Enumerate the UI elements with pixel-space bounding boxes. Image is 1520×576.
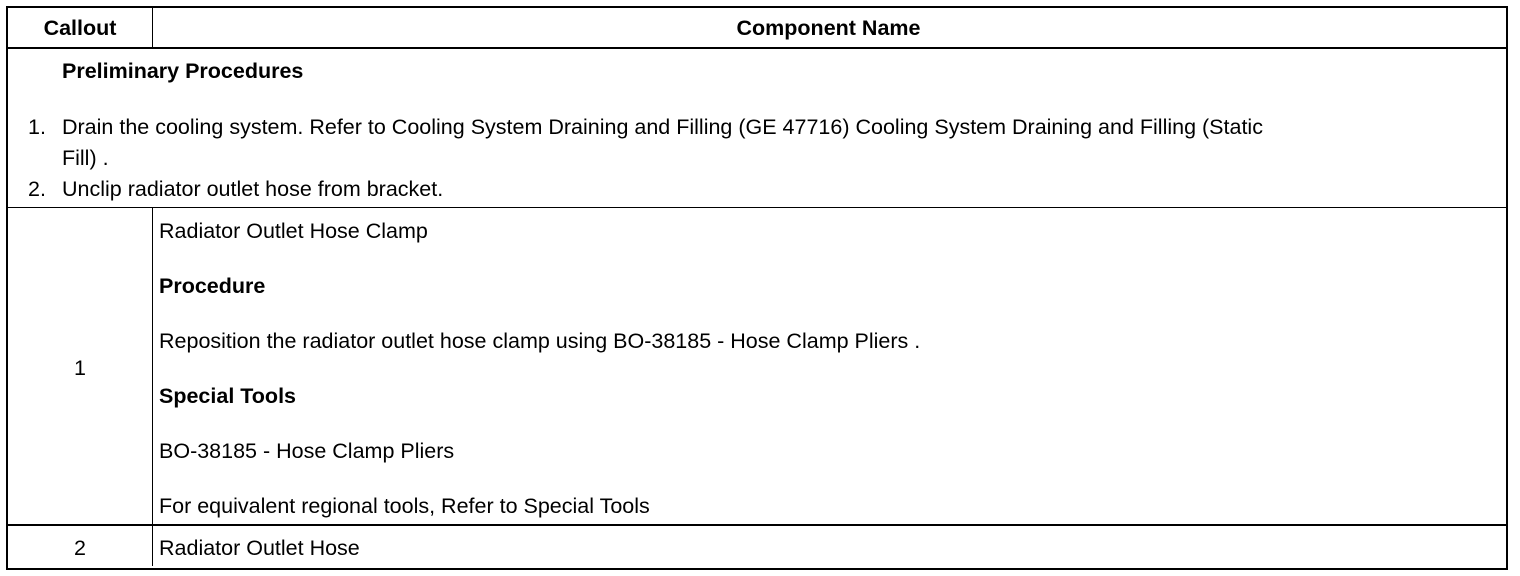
header-component-name: Component Name: [736, 16, 921, 40]
special-tools-heading: Special Tools: [159, 384, 296, 408]
component-name: Radiator Outlet Hose: [159, 536, 360, 560]
step-text-continuation: Fill) .: [62, 146, 109, 170]
row-1-divider: [6, 524, 1508, 526]
procedure-heading: Procedure: [159, 274, 266, 298]
step-number: 2.: [28, 177, 46, 201]
preliminary-heading: Preliminary Procedures: [62, 59, 304, 83]
step-text: Unclip radiator outlet hose from bracket.: [62, 177, 444, 201]
procedure-text: Reposition the radiator outlet hose clamp using BO-38185 - Hose Clamp Pliers .: [159, 329, 921, 353]
column-divider-rows: [152, 207, 153, 566]
special-tool-item: BO-38185 - Hose Clamp Pliers: [159, 439, 455, 463]
header-callout: Callout: [43, 16, 117, 40]
step-text: Drain the cooling system. Refer to Cooling System Draining and Filling (GE 47716) Cooling System Draining and Filling (Static: [62, 115, 1263, 139]
callout-number: 2: [74, 536, 86, 560]
step-number: 1.: [28, 115, 46, 139]
component-name: Radiator Outlet Hose Clamp: [159, 219, 428, 243]
preliminary-row-divider: [6, 207, 1508, 208]
header-row-divider: [6, 47, 1508, 49]
regional-tools-note: For equivalent regional tools, Refer to Special Tools: [159, 494, 650, 518]
callout-number: 1: [74, 356, 86, 380]
